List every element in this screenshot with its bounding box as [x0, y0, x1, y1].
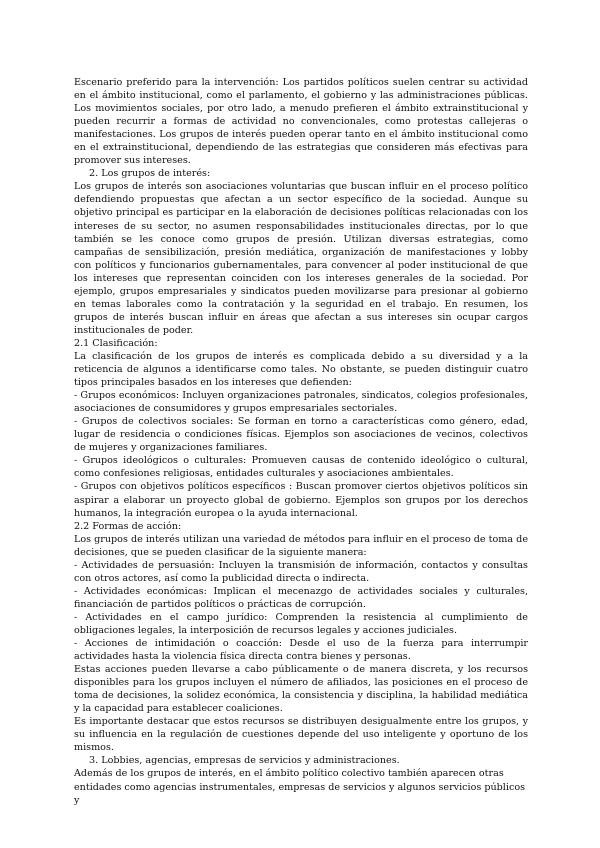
paragraph-forms-of-action-intro: Los grupos de interés utilizan una variedad de métodos para influir en el proceso de toma de decisiones, que se pueden clasificar de la siguiente manera:	[74, 533, 528, 558]
list-item-political-objective-groups: - Grupos con objetivos políticos específicos : Buscan promover ciertos objetivos políticos sin aspirar a elaborar un proyecto global de gobierno. Ejemplos son grupos por los derechos humanos, la integración europea o la ayuda internacional.	[74, 481, 528, 519]
section-heading-lobbies: 3. Lobbies, agencias, empresas de servicios y administraciones.	[89, 755, 400, 767]
list-item-legal-activities: - Actividades en el campo jurídico: Comprenden la resistencia al cumplimiento de obligaciones legales, la interposición de recursos legales y acciones judiciales.	[74, 611, 528, 636]
list-item-economic-groups: - Grupos económicos: Incluyen organizaciones patronales, sindicatos, colegios profesionales, asociaciones de consumidores y grupos empresariales sectoriales.	[74, 390, 528, 415]
list-item-economic-activities: - Actividades económicas: Implican el mecenazgo de actividades sociales y culturales, financiación de partidos políticos o prácticas de corrupción.	[74, 585, 528, 610]
paragraph-classification-intro: La clasificación de los grupos de interés es complicada debido a su diversidad y a la reticencia de algunos a identificarse como tales. No obstante, se pueden distinguir cuatro tipos principales basados en los intereses que defienden:	[74, 350, 528, 389]
list-item-social-groups: - Grupos de colectivos sociales: Se forman en torno a características como género, edad, lugar de residencia o condiciones físicas. Ejemplos son asociaciones de vecinos, colectivos de mujeres y organizaciones familiares.	[74, 416, 528, 454]
paragraph-other-entities: Además de los grupos de interés, en el ámbito político colectivo también aparecen otras entidades como agencias instrumentales, empresas de servicios y algunos servicios públicos y	[74, 768, 526, 806]
subheading-classification: 2.1 Clasificación:	[74, 337, 158, 349]
list-item-intimidation: - Acciones de intimidación o coacción: Desde el uso de la fuerza para interrumpir actividades hasta la violencia física directa contra bienes y personas.	[74, 638, 528, 663]
paragraph-intervention-scenario: Escenario preferido para la intervención: Los partidos políticos suelen centrar su actividad en el ámbito institucional, como el parlamento, el gobierno y las administraciones públicas. Los movimientos sociales, por otro lado, a menudo prefieren el ámbito extrainstitucional y pueden recurrir a formas de actividad no convencionales, como protestas callejeras o manifestaciones. Los grupos de interés pueden operar tanto en el ámbito institucional como en el extrainstitucional, dependiendo de las estrategias que consideren más efectivas para promover sus intereses.	[74, 77, 528, 167]
subheading-forms-of-action: 2.2 Formas de acción:	[74, 520, 182, 532]
paragraph-resource-distribution: Es importante destacar que estos recursos se distribuyen desigualmente entre los grupos, y su influencia en la regulación de cuestiones depende del uso inteligente y oportuno de los mismos.	[74, 716, 528, 754]
list-item-persuasion: - Actividades de persuasión: Incluyen la transmisión de información, contactos y consultas con otros actores, así como la publicidad directa o indirecta.	[74, 559, 528, 584]
paragraph-resources: Estas acciones pueden llevarse a cabo públicamente o de manera discreta, y los recursos disponibles para los grupos incluyen el número de afiliados, las posiciones en el proceso de toma de decisiones, la solidez económica, la consistencia y disciplina, la habilidad mediática y la capacidad para establecer coaliciones.	[74, 664, 528, 715]
paragraph-interest-groups-definition: Los grupos de interés son asociaciones voluntarias que buscan influir en el proceso político defendiendo propuestas que afectan a un sector específico de la sociedad. Aunque su objetivo principal es participar en la elaboración de decisiones políticas relacionadas con los intereses de su sector, no asumen responsabilidades institucionales directas, por lo que también se les conoce como grupos de presión. Utilizan diversas estrategias, como campañas de sensibilización, presión mediática, organización de manifestaciones y lobby con políticos y funcionarios gubernamentales, para convencer al poder institucional de que los intereses que representan coinciden con los intereses generales de la sociedad. Por ejemplo, grupos empresariales y sindicatos pueden movilizarse para presionar al gobierno en temas laborales como la contratación y la seguridad en el trabajo. En resumen, los grupos de interés buscan influir en áreas que afectan a sus intereses sin ocupar cargos institucionales de poder.	[74, 181, 528, 336]
list-item-ideological-groups: - Grupos ideológicos o culturales: Promueven causas de contenido ideológico o cultural, como confesiones religiosas, entidades culturales y asociaciones ambientales.	[74, 455, 528, 480]
section-heading-interest-groups: 2. Los grupos de interés:	[89, 168, 211, 180]
